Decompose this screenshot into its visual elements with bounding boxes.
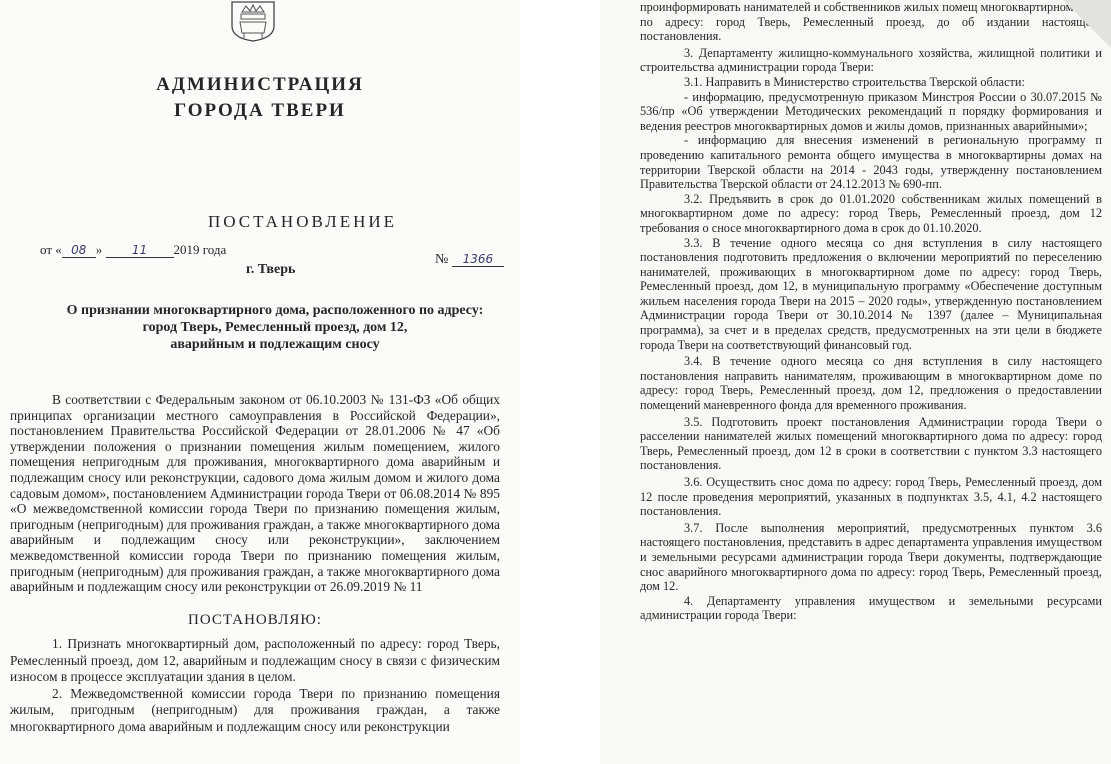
- item-3-1-a: - информацию, предусмотренную приказом Минстроя России о 30.07.2015 № 536/пр «Об утверждении Методических рекомендаций п порядку формирования и ведения реестров многоквартирных домов и жилы домов, признанных аварийными»;: [640, 89, 1102, 133]
- resolution-items: [10, 636, 500, 735]
- item-3-6: 3.6. Осуществить снос дома по адресу: город Тверь, Ремесленный проезд, дом 12 после проведения мероприятий, указанных в подпунктах 3.5, 4.1, 4.2 настоящего постановления.: [640, 475, 1102, 519]
- item-4: 4. Департаменту управления имуществом и земельными ресурсами администрации города Твери:: [640, 593, 1102, 623]
- decree-title: [40, 302, 510, 353]
- date-month: 11: [106, 243, 174, 258]
- item-3-7: 3.7. После выполнения мероприятий, предусмотренных пунктом 3.6 настоящего постановления, представить в адрес департамента управления имуществом и земельными ресурсами администрации города Твери документы, подтверждающие снос аварийного многоквартирного дома по адресу: город Тверь, Ремесленный проезд, дом 12.: [640, 520, 1102, 594]
- organization-name-line1: АДМИНИСТРАЦИЯ: [156, 74, 364, 95]
- right-page-text: [640, 0, 1102, 623]
- title-line: аварийным и подлежащим сносу: [170, 337, 380, 352]
- decree-number: [435, 252, 504, 268]
- city-label: г. Тверь: [246, 262, 296, 277]
- folded-corner: [1063, 0, 1111, 48]
- decree-date: [40, 242, 226, 258]
- item-3-1: 3.1. Направить в Министерство строительства Тверской области:: [684, 74, 1025, 89]
- date-year: 2019 года: [173, 242, 227, 257]
- tver-coat-of-arms-icon: [224, 0, 282, 42]
- title-line: город Тверь, Ремесленный проезд, дом 12,: [142, 320, 408, 335]
- preamble-paragraph: В соответствии с Федеральным законом от 06.10.2003 № 131-ФЗ «Об общих принципах организации местного самоуправления в Российской Федерации», постановлением Правительства Российской Федерации от 28.01.2006 № 47 «Об утверждении положения о признании помещения жилым помещением, жилого помещения непригодным для проживания, многоквартирного дома аварийным и подлежащим сносу или реконструкции, садового дома жилым домом и жилого дома садовым домом», постановлением Администрации города Твери от 06.08.2014 № 895 «О межведомственной комиссии города Твери по признанию помещения жилым, пригодным (непригодным) для проживания граждан, а также многоквартирного дома аварийным и подлежащим сносу или реконструкции», заключением межведомственной комиссии города Твери по признанию помещения жилым, пригодным (непригодным) для проживания граждан, а также многоквартирного дома аварийным и подлежащим сносу или реконструкции от 26.09.2019 № 11: [10, 392, 500, 595]
- number-prefix: №: [435, 252, 449, 267]
- item-3-1-b: - информацию для внесения изменений в региональную программу п проведению капитального ремонта общего имущества в многоквартирны домах на территории Тверской области на 2014 - 2043 годы, утвержденну постановлением Правительства Тверской области от 24.12.2013 № 690-пп.: [640, 133, 1102, 192]
- resolve-heading: ПОСТАНОВЛЯЮ:: [188, 612, 322, 628]
- continuation-text: проинформировать нанимателей и собственников жилых помещ многоквартирном доме по адресу: город Тверь, Ремесленный проезд, до об издании настоящего постановления.: [640, 0, 1102, 44]
- item-2: 2. Межведомственной комиссии города Твери по признанию помещения жилым, пригодным (непригодным) для проживания граждан, а также многоквартирного дома аварийным и подлежащим сносу или реконструкции: [10, 685, 500, 734]
- item-3-5: 3.5. Подготовить проект постановления Администрации города Твери о расселении нанимателей жилых помещений многоквартирного дома по адресу: город Тверь, Ремесленный проезд, дом 12 в сроки в соответствии с пунктом 3.3 настоящего постановления.: [640, 414, 1102, 473]
- date-prefix: от «: [40, 242, 62, 257]
- title-line: О признании многоквартирного дома, расположенного по адресу:: [66, 303, 484, 318]
- right-page: [600, 0, 1111, 764]
- preamble-block: [10, 392, 500, 595]
- date-day: 08: [62, 243, 96, 258]
- item-1: 1. Признать многоквартирный дом, расположенный по адресу: город Тверь, Ремесленный проезд, дом 12, аварийным и подлежащим сносу в связи с физическим износом в процессе эксплуатации здания в целом.: [10, 636, 500, 684]
- left-page: [0, 0, 520, 764]
- item-3-2: 3.2. Предъявить в срок до 01.01.2020 собственникам жилых помещений в многоквартирном доме по адресу: город Тверь, Ремесленный проезд, дом 12 требования о сносе многоквартирного дома в срок до 01.10.2020.: [640, 191, 1102, 235]
- number-value: 1366: [452, 252, 504, 267]
- organization-name-line2: ГОРОДА ТВЕРИ: [174, 100, 346, 121]
- page-gap: [520, 0, 600, 764]
- item-3: 3. Департаменту жилищно-коммунального хозяйства, жилищной политики и строительства администрации города Твери:: [640, 45, 1102, 75]
- date-separator: »: [95, 242, 103, 257]
- item-3-3: 3.3. В течение одного месяца со дня вступления в силу настоящего постановления подготовить предложения о включении мероприятий по переселению нанимателей, проживающих в многоквартирном доме по адресу: город Тверь, Ремесленный проезд, дом 12, в муниципальную программу «Обеспечение доступным жильем населения города Твери на 2015 – 2020 годы», утвержденную постановлением Администрации города Твери от 30.10.2014 № 1397 (далее – Муниципальная программа), за счет и в пределах средств, предусмотренных на эти цели в бюджете города Твери на соответствующий финансовый год.: [640, 235, 1102, 352]
- decree-label: ПОСТАНОВЛЕНИЕ: [208, 212, 398, 231]
- item-3-4: 3.4. В течение одного месяца со дня вступления в силу настоящего постановления направить нанимателям, проживающим в многоквартирном доме по адресу: город Тверь, Ремесленный проезд, дом 12, предложения о предоставлении помещений маневренного фонда для временного проживания.: [640, 354, 1102, 413]
